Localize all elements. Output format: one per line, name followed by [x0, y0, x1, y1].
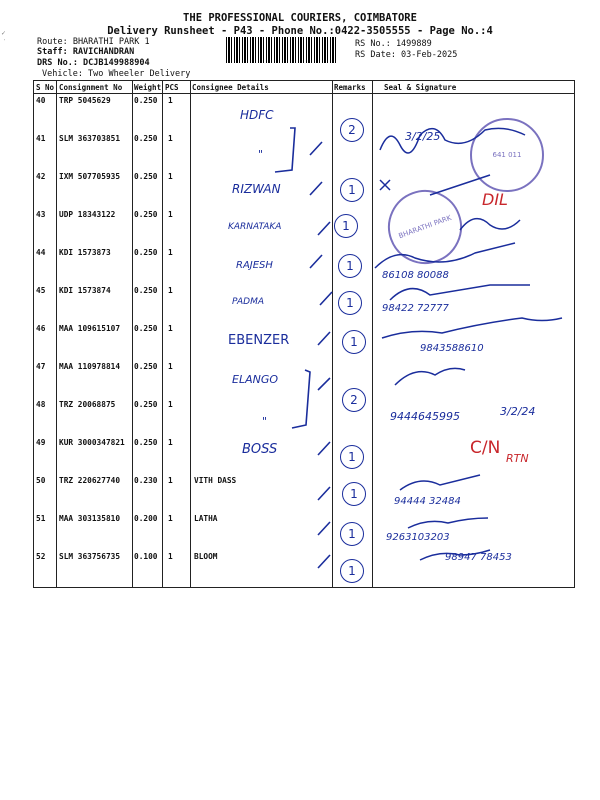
handwritten-consignee: PADMA — [232, 297, 264, 307]
col-header-seal-signature: Seal & Signature — [384, 83, 457, 92]
table-row: 52 SLM 363756735 0.100 1 BLOOM — [36, 552, 218, 561]
margin-scribble: ✓ · — [0, 30, 7, 41]
table-row: 40 TRP 5045629 0.250 1 — [36, 96, 173, 105]
drs-label: DRS No.: DCJB149988904 — [37, 58, 150, 68]
handwritten-consignee: BOSS — [242, 442, 278, 457]
table-row: 41 SLM 363703851 0.250 1 — [36, 134, 173, 143]
table-row: 46 MAA 109615107 0.250 1 — [36, 324, 173, 333]
vehicle-label: Vehicle: Two Wheeler Delivery — [42, 69, 191, 79]
table-row: 45 KDI 1573874 0.250 1 — [36, 286, 173, 295]
handwritten-phone: 9444645995 — [390, 410, 460, 423]
runsheet-subtitle: Delivery Runsheet - P43 - Phone No.:0422-3505555 - Page No.:4 — [107, 25, 493, 37]
handwritten-consignee: RAJESH — [236, 260, 273, 271]
remark-circle: 1 — [338, 291, 362, 315]
handwritten-consignee: HDFC — [240, 108, 274, 122]
handwritten-consignee: KARNATAKA — [228, 222, 282, 232]
table-row: 48 TRZ 20068875 0.250 1 — [36, 400, 173, 409]
table-row: 49 KUR 3000347821 0.250 1 — [36, 438, 173, 447]
staff-label: Staff: RAVICHANDRAN — [37, 47, 135, 57]
rs-date: RS Date: 03-Feb-2025 — [355, 50, 458, 60]
handwritten-consignee: EBENZER — [228, 333, 290, 348]
handwritten-phone: 94444 32484 — [394, 496, 461, 507]
courier-stamp: 641 011 — [470, 118, 544, 192]
red-annotation: DIL — [482, 190, 508, 209]
handwritten-ditto: " — [258, 148, 264, 161]
remark-circle: 1 — [340, 559, 364, 583]
courier-stamp: BHARATHI PARK — [378, 180, 473, 275]
handwritten-date: 3/2/25 — [405, 130, 441, 143]
handwritten-date: 3/2/24 — [500, 405, 536, 418]
remark-circle: 1 — [342, 330, 366, 354]
remark-circle: 1 — [340, 522, 364, 546]
col-header-sno: S No — [36, 83, 55, 92]
col-header-weight: Weight — [134, 83, 162, 92]
handwritten-phone: 9263103203 — [386, 532, 450, 543]
table-row: 44 KDI 1573873 0.250 1 — [36, 248, 173, 257]
handwritten-consignee: ELANGO — [232, 373, 279, 386]
handwritten-phone: 98947 78453 — [445, 552, 512, 563]
remark-circle: 2 — [342, 388, 366, 412]
col-header-consignee: Consignee Details — [192, 83, 269, 92]
company-title: THE PROFESSIONAL COURIERS, COIMBATORE — [183, 12, 417, 24]
col-header-remarks: Remarks — [334, 83, 366, 92]
red-annotation: RTN — [506, 452, 529, 465]
table-row: 50 TRZ 220627740 0.230 1 VITH DASS — [36, 476, 237, 485]
table-row: 47 MAA 110978814 0.250 1 — [36, 362, 173, 371]
remark-circle: 1 — [340, 178, 364, 202]
remark-circle: 1 — [340, 445, 364, 469]
handwritten-consignee: RIZWAN — [232, 182, 281, 196]
col-header-pcs: PCS — [165, 83, 179, 92]
handwritten-phone: 98422 72777 — [382, 303, 449, 314]
handwritten-phone: 9843588610 — [420, 343, 484, 354]
table-row: 51 MAA 303135810 0.200 1 LATHA — [36, 514, 218, 523]
table-row: 43 UDP 18343122 0.250 1 — [36, 210, 173, 219]
remark-circle: 2 — [340, 118, 364, 142]
route-label: Route: BHARATHI PARK 1 — [37, 37, 150, 47]
rs-number: RS No.: 1499889 — [355, 39, 432, 49]
table-row: 42 IXM 507705935 0.250 1 — [36, 172, 173, 181]
handwritten-phone: 86108 80088 — [382, 270, 449, 281]
red-annotation: C/N — [470, 438, 501, 458]
handwritten-ditto: " — [262, 415, 268, 428]
col-header-consignment: Consignment No — [59, 83, 123, 92]
remark-circle: 1 — [342, 482, 366, 506]
remark-circle: 1 — [338, 254, 362, 278]
remark-circle: 1 — [334, 214, 358, 238]
